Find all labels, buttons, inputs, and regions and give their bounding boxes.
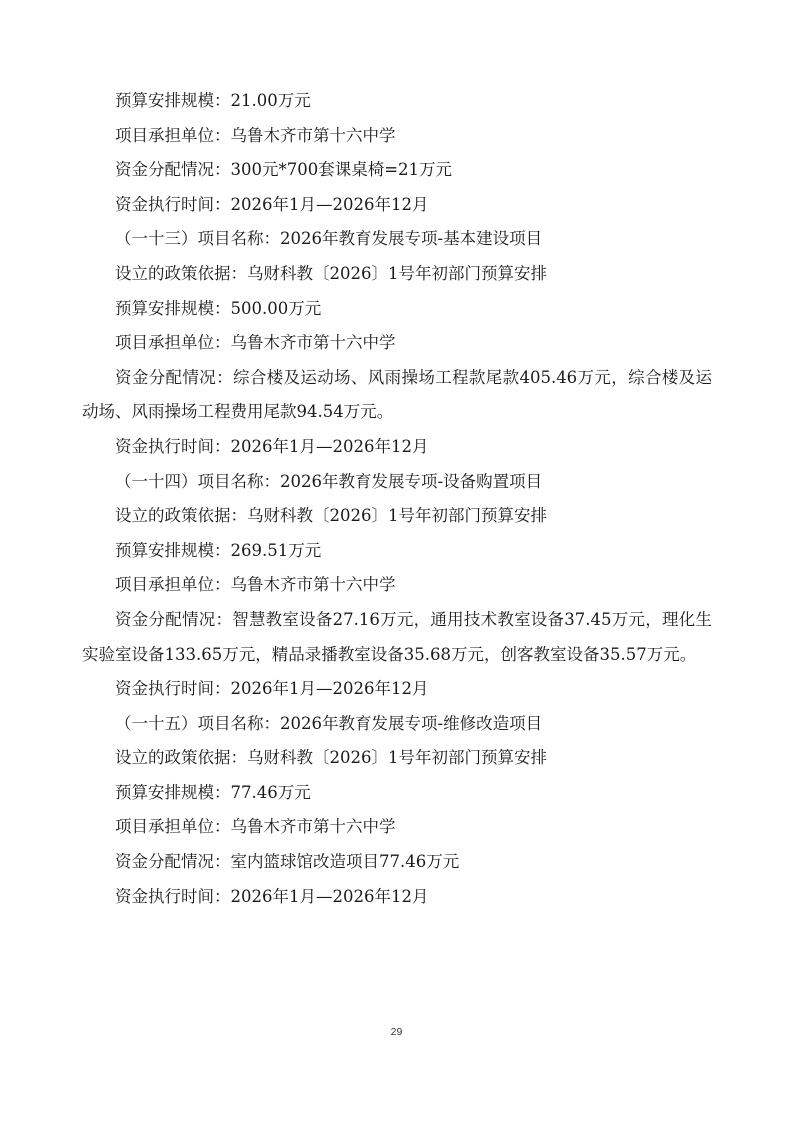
fund-allocation-line: 资金分配情况：智慧教室设备27.16万元，通用技术教室设备37.45万元，理化生实验室设备133.65万元，精品录播教室设备35.68万元，创客教室设备35.57万元。 — [82, 609, 712, 664]
budget-scale-line: 预算安排规模：77.46万元 — [115, 782, 311, 802]
policy-basis-line: 设立的政策依据：乌财科教〔2026〕1号年初部门预算安排 — [115, 506, 547, 526]
budget-scale-line: 预算安排规模：21.00万元 — [115, 91, 311, 110]
undertaking-unit-line: 项目承担单位：乌鲁木齐市第十六中学 — [115, 575, 396, 595]
execution-time-line: 资金执行时间：2026年1月—2026年12月 — [115, 886, 429, 906]
budget-scale-line: 预算安排规模：500.00万元 — [115, 298, 322, 318]
undertaking-unit-line: 项目承担单位：乌鲁木齐市第十六中学 — [115, 333, 396, 353]
fund-allocation-line: 资金分配情况：300元*700套课桌椅=21万元 — [115, 160, 453, 180]
execution-time-line: 资金执行时间：2026年1月—2026年12月 — [115, 194, 429, 214]
execution-time-line: 资金执行时间：2026年1月—2026年12月 — [115, 679, 429, 699]
project-13-title: （一十三）项目名称：2026年教育发展专项-基本建设项目 — [115, 229, 543, 249]
page-number: 29 — [390, 1026, 403, 1038]
fund-allocation-line: 资金分配情况：综合楼及运动场、风雨操场工程款尾款405.46万元，综合楼及运动场、风雨操场工程费用尾款94.54万元。 — [82, 367, 712, 422]
project-15-title: （一十五）项目名称：2026年教育发展专项-维修改造项目 — [115, 713, 543, 733]
budget-scale-line: 预算安排规模：269.51万元 — [115, 540, 322, 560]
execution-time-line: 资金执行时间：2026年1月—2026年12月 — [115, 436, 429, 456]
project-14-title: （一十四）项目名称：2026年教育发展专项-设备购置项目 — [115, 471, 543, 491]
document-body — [82, 84, 712, 914]
policy-basis-line: 设立的政策依据：乌财科教〔2026〕1号年初部门预算安排 — [115, 263, 547, 283]
policy-basis-line: 设立的政策依据：乌财科教〔2026〕1号年初部门预算安排 — [115, 748, 547, 768]
undertaking-unit-line: 项目承担单位：乌鲁木齐市第十六中学 — [115, 125, 396, 145]
fund-allocation-line: 资金分配情况：室内篮球馆改造项目77.46万元 — [115, 852, 460, 872]
undertaking-unit-line: 项目承担单位：乌鲁木齐市第十六中学 — [115, 817, 396, 837]
